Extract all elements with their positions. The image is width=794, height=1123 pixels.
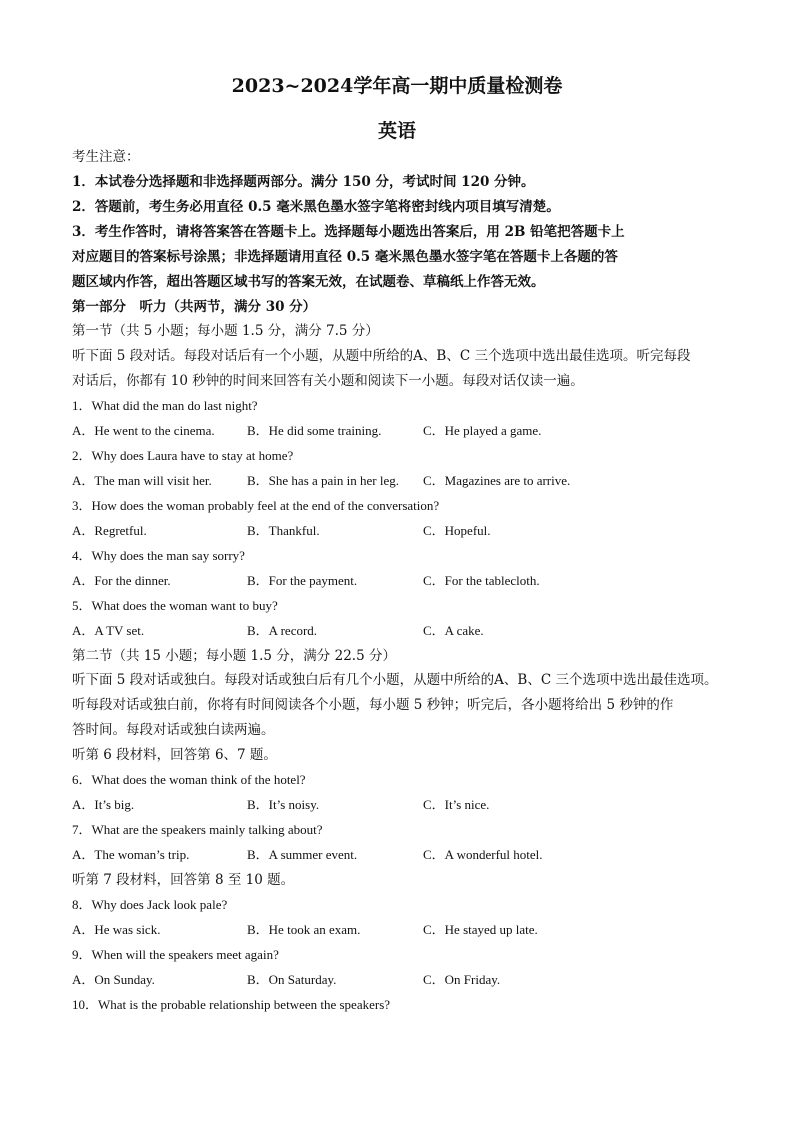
option-b: B．For the payment. [247,573,358,588]
notice-item: 1．本试卷分选择题和非选择题两部分。满分 150 分，考试时间 120 分钟。 [72,174,535,190]
section1-heading: 第一节（共 5 小题；每小题 1.5 分，满分 7.5 分） [72,323,379,339]
option-c: C．He played a game. [423,423,542,438]
option-a: A．It’s big. [72,797,135,812]
option-a: A．The man will visit her. [72,473,212,488]
section2-instruction: 答时间。每段对话或独白读两遍。 [72,722,275,738]
notice-item: 2．答题前，考生务必用直径 0.5 毫米黑色墨水签字笔将密封线内项目填写清楚。 [72,199,560,215]
question-stem: 9．When will the speakers meet again? [72,947,279,962]
option-a: A．He went to the cinema. [72,423,215,438]
section1-instruction: 对话后，你都有 10 秒钟的时间来回答有关小题和阅读下一小题。每段对话仅读一遍。 [72,373,584,389]
question-stem: 4．Why does the man say sorry? [72,548,245,563]
notice-heading: 考生注意： [72,149,140,165]
option-a: A．Regretful. [72,523,147,538]
exam-title: 2023~2024学年高一期中质量检测卷 [231,75,563,97]
material-intro: 听第 6 段材料，回答第 6、7 题。 [72,747,277,763]
question-stem: 7．What are the speakers mainly talking about? [72,822,323,837]
question-stem: 1．What did the man do last night? [72,398,258,413]
material-intro: 听第 7 段材料，回答第 8 至 10 题。 [72,872,295,888]
section1-instruction: 听下面 5 段对话。每段对话后有一个小题，从题中所给的A、B、C 三个选项中选出最佳选项。听完每段 [72,348,691,364]
section2-instruction: 听下面 5 段对话或独白。每段对话或独白后有几个小题，从题中所给的A、B、C 三个选项中选出最佳选项。 [72,672,718,688]
option-b: B．A record. [247,623,318,638]
question-stem: 6．What does the woman think of the hotel? [72,772,306,787]
notice-item: 对应题目的答案标号涂黑；非选择题请用直径 0.5 毫米黑色墨水签字笔在答题卡上各题的答 [72,249,618,265]
option-b: B．He took an exam. [247,922,361,937]
option-a: A．For the dinner. [72,573,171,588]
option-a: A．He was sick. [72,922,161,937]
section2-heading: 第二节（共 15 小题；每小题 1.5 分，满分 22.5 分） [72,648,396,664]
option-c: C．A wonderful hotel. [423,847,543,862]
option-c: C．Magazines are to arrive. [423,473,571,488]
question-stem: 2．Why does Laura have to stay at home? [72,448,294,463]
option-c: C．Hopeful. [423,523,491,538]
option-b: B．He did some training. [247,423,382,438]
notice-item: 题区域内作答，超出答题区域书写的答案无效，在试题卷、草稿纸上作答无效。 [72,274,545,290]
option-c: C．A cake. [423,623,484,638]
part1-heading: 第一部分 听力（共两节，满分 30 分） [72,299,317,315]
option-b: B．Thankful. [247,523,320,538]
option-a: A．A TV set. [72,623,145,638]
option-c: C．It’s nice. [423,797,490,812]
option-b: B．She has a pain in her leg. [247,473,399,488]
option-c: C．For the tablecloth. [423,573,540,588]
section2-instruction: 听每段对话或独白前，你将有时间阅读各个小题，每小题 5 秒钟；听完后，各小题将给出 5 秒钟的作 [72,697,674,713]
option-c: C．On Friday. [423,972,501,987]
question-stem: 8．Why does Jack look pale? [72,897,228,912]
option-b: B．On Saturday. [247,972,337,987]
option-b: B．It’s noisy. [247,797,320,812]
question-stem: 10．What is the probable relationship between the speakers? [72,997,391,1012]
option-a: A．The woman’s trip. [72,847,190,862]
subject-title: 英语 [377,120,416,142]
option-c: C．He stayed up late. [423,922,538,937]
question-stem: 5．What does the woman want to buy? [72,598,278,613]
question-stem: 3．How does the woman probably feel at the end of the conversation? [72,498,440,513]
option-b: B．A summer event. [247,847,358,862]
option-a: A．On Sunday. [72,972,155,987]
notice-item: 3．考生作答时，请将答案答在答题卡上。选择题每小题选出答案后，用 2B 铅笔把答题卡上 [72,224,625,240]
